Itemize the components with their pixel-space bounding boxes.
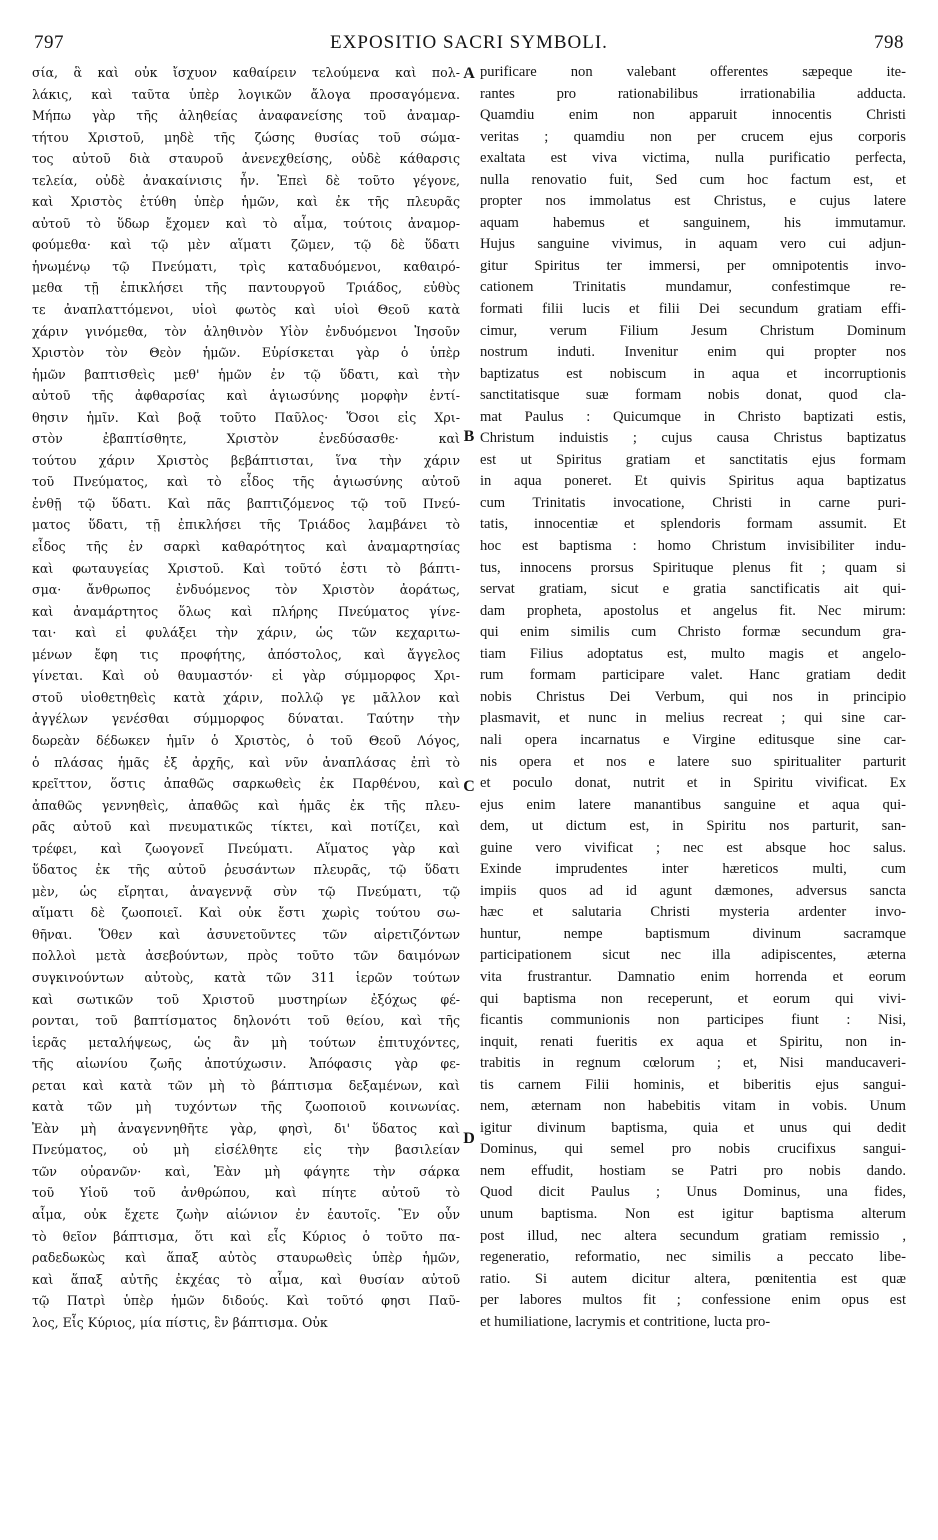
latin-text-line: hæc et salutaria Christi mysteria ardenter invo-	[480, 904, 906, 921]
latin-text-line: mat Paulus : Quicumque in Christo baptizati estis,	[480, 408, 906, 425]
latin-text-line: tiam Filius adoptatus est, multo magis et angelo-	[480, 645, 906, 662]
latin-text-line: nem effudit, hostiam se Patri pro nobis dando.	[480, 1162, 906, 1179]
latin-text-line: Hujus sanguine vivimus, in aquam vero cui adjun-	[480, 236, 906, 253]
latin-text-line: ejus enim latere manantibus sanguine et aqua qui-	[480, 796, 906, 813]
latin-text-line: propter nos immolatus est Christus, e cujus latere	[480, 193, 906, 210]
latin-text-line: regeneratio, reformatio, nec similis a peccato libe-	[480, 1249, 906, 1266]
latin-text-line: rantes pro rationabilibus irrationabilia adducta.	[480, 85, 906, 102]
latin-text-line: est ut Spiritus gratiam et sanctitatis ejus formam	[480, 451, 906, 468]
latin-text-line: nobis Christus Dei Verbum, qui nos in principio	[480, 688, 906, 705]
greek-text-line: τὸ θεῖον βάπτισμα, ὅτι καὶ εἷς Κύριος ὁ τοῦτο πα-	[32, 1228, 460, 1244]
latin-text-line: impiis quos ad id agunt dæmones, adversus sancta	[480, 882, 906, 899]
latin-text-line: ratio. Si autem dicitur altera, pœnitentia est quæ	[480, 1270, 906, 1287]
greek-text-line: τῷ Πατρὶ ὑπὲρ ἡμῶν διδούς. Καὶ τοῦτό φησι Παῦ-	[32, 1293, 460, 1309]
margin-marker-b: B	[463, 428, 475, 445]
latin-text-line: exaltata est viva victima, nulla purificatio perfecta,	[480, 150, 906, 167]
latin-text-line: post illud, nec altera secundum gratiam remissio ,	[480, 1227, 906, 1244]
greek-text-line: ρονται, τοῦ βαπτίσματος δηλονότι τοῦ θείου, καὶ τῆς	[32, 1013, 460, 1029]
greek-text-line: αἷμα, οὐκ ἔχετε ζωὴν αἰώνιον ἐν ἑαυτοῖς. Ἓν οὖν	[32, 1206, 460, 1222]
latin-text-line: Exinde imprudentes inter hæreticos multi, cum	[480, 861, 906, 878]
latin-text-line: igitur divinum baptisma, quia et unus qui dedit	[480, 1119, 906, 1136]
latin-text-column	[480, 62, 906, 1333]
greek-text-line: τούτου χάριν Χριστὸς βεβάπτισται, ἵνα τὴν χάριν	[32, 452, 460, 468]
greek-text-line: συγκινούντων αὐτοὺς, κατὰ τῶν 311 ἱερῶν τούτων	[32, 969, 460, 985]
latin-text-line: qui baptisma non receperunt, et eorum qui vivi-	[480, 990, 906, 1007]
latin-text-line: et humiliatione, lacrymis et contritione, lucta pro-	[480, 1313, 771, 1330]
greek-text-line: τε ἀναπλαττόμενοι, υἱοὶ φωτὸς καὶ υἱοὶ Θεοῦ κατὰ	[32, 302, 460, 318]
latin-text-line: tis carnem Filii hominis, et biberitis ejus sangui-	[480, 1076, 906, 1093]
latin-text-line: Quod dicit Paulus ; Unus Dominus, una fides,	[480, 1184, 906, 1201]
latin-text-line: nulla renovatio fuit, Sed cum hoc factum est, et	[480, 171, 906, 188]
latin-text-line: ficantis communionis non participes fiunt : Nisi,	[480, 1012, 906, 1029]
greek-text-line: μένων ἔφη τις προφήτης, ἀπόστολος, καὶ ἄγγελος	[32, 646, 460, 662]
greek-text-line: δωρεὰν δέδωκεν ἡμῖν ὁ Χριστὸς, ὁ τοῦ Θεοῦ Λόγος,	[32, 732, 460, 748]
latin-text-line: servat gratiam, sicut e gratia sanctificatis ait qui-	[480, 581, 906, 598]
greek-text-line: ἀπαθῶς γεννηθεὶς, ἀπαθῶς καὶ ἡμᾶς ἐκ τῆς πλευ-	[32, 797, 460, 813]
greek-text-line: σία, ἃ καὶ οὐκ ἴσχυον καθαίρειν τελούμενα καὶ πολ-	[32, 65, 460, 80]
greek-text-line: Ἐὰν μὴ ἀναγεννηθῆτε γὰρ, φησὶ, δι' ὕδατος καὶ	[32, 1120, 460, 1136]
greek-text-line: Μήπω γὰρ τῆς ἀληθείας ἀναφανείσης τοῦ ἀναμαρ-	[32, 108, 460, 124]
page-number-left: 797	[34, 32, 64, 53]
latin-text-line: dam propheta, apostolus et angelus fit. Nec mirum:	[480, 602, 906, 619]
latin-text-line: Christum induistis ; cujus causa Christus baptizatus	[480, 430, 906, 447]
greek-text-line: ρᾶς αὐτοῦ καὶ πνευματικῶς τίκτει, καὶ ποτίζει, καὶ	[32, 819, 460, 835]
latin-text-line: nem, æternam non habebitis vitam in vobis. Unum	[480, 1098, 906, 1115]
latin-text-line: aquam habemus et sanguinem, his immutamur.	[480, 214, 906, 231]
running-header	[34, 32, 904, 60]
margin-marker-d: D	[463, 1130, 475, 1147]
greek-text-line: τήτου Χριστοῦ, μηδὲ τῆς ζώσης θυσίας τοῦ σώμα-	[32, 129, 460, 145]
greek-text-line: μὲν, ὡς εἴρηται, ἀναγεννᾷ σὺν τῷ Πνεύματι, τῷ	[32, 883, 460, 899]
greek-text-line: ἐνθῇ τῷ ὕδατι. Καὶ πᾶς βαπτιζόμενος τῷ τοῦ Πνεύ-	[32, 495, 460, 511]
greek-text-line: στὸν ἐβαπτίσθητε, Χριστὸν ἐνεδύσασθε· καὶ	[32, 431, 460, 447]
greek-text-line: καὶ ἀναμάρτητος ὅλως καὶ πλήρης Πνεύματος γίνε-	[32, 603, 460, 619]
latin-text-line: baptizatus est nobiscum in aqua et incorruptionis	[480, 365, 906, 382]
greek-text-line: ἡμῶν βαπτισθεὶς μεθ' ἡμῶν ἐν τῷ ὕδατι, καὶ τὴν	[32, 366, 460, 382]
greek-text-line: αἵματι δὲ ζωοποιεῖ. Καὶ οὐκ ἔστι χωρὶς τούτου σω-	[32, 905, 460, 921]
greek-text-line: ἀγγέλων γενέσθαι σύμμορφος δύναται. Ταύτην τὴν	[32, 711, 460, 727]
greek-text-line: Χριστὸν τὸν Θεὸν ἡμῶν. Εὑρίσκεται γὰρ ὁ ὑπὲρ	[32, 345, 460, 361]
latin-text-line: cimur, verum Filium Jesum Christum Dominum	[480, 322, 906, 339]
greek-text-line: καὶ Χριστὸς ἐτύθη ὑπὲρ ἡμῶν, καὶ ἐκ τῆς πλευρᾶς	[32, 194, 460, 210]
greek-text-line: τοῦ Πνεύματος, καὶ τὸ εἶδος τῆς ἁγιωσύνης αὐτοῦ	[32, 474, 460, 490]
latin-text-line: vita frustrantur. Damnatio enim horrenda et eorum	[480, 968, 906, 985]
latin-text-line: per labores multos fit ; confessione enim opus est	[480, 1292, 906, 1309]
greek-text-line: κρεῖττον, ὅστις ἀπαθῶς σαρκωθεὶς ἐκ Παρθένου, καὶ	[32, 776, 460, 792]
greek-text-line: εἶδος τῆς ἐν σαρκὶ καθαρότητος καὶ ἀναμαρτησίας	[32, 539, 460, 555]
latin-text-line: veritas ; quamdiu non per crucem ejus corporis	[480, 128, 906, 145]
greek-text-line: αὐτοῦ τὸ ὕδωρ ἔχομεν καὶ τὸ αἷμα, τούτοις ἀναμορ-	[32, 215, 460, 231]
latin-text-line: tus, innocens prorsus Spirituque plenus fit ; quam si	[480, 559, 906, 576]
greek-text-line: στοῦ υἱοθετηθεὶς κατὰ χάριν, πολλῷ γε μᾶλλον καὶ	[32, 689, 460, 705]
latin-text-line: huntur, nempe baptismum divinum sacramque	[480, 925, 906, 942]
greek-text-line: καὶ σωτικῶν τοῦ Χριστοῦ μυστηρίων ἐξόχως φέ-	[32, 991, 460, 1007]
latin-text-line: Quamdiu enim non apparuit innocentis Christi	[480, 107, 906, 124]
greek-text-line: λος, Εἷς Κύριος, μία πίστις, ἓν βάπτισμα. Οὐκ	[32, 1314, 328, 1330]
greek-text-line: μεθα τῇ ἐπικλήσει τῆς παντουργοῦ Τριάδος, εὐθὺς	[32, 280, 460, 296]
greek-text-line: λάκις, καὶ ταῦτα ὑπὲρ λογικῶν ἄλογα προσαγόμενα.	[32, 86, 460, 102]
latin-text-line: tatis, innocentiæ et splendoris formam assumit. Et	[480, 516, 906, 533]
greek-text-line: ρεται καὶ κατὰ τῶν μὴ τὸ βάπτισμα δεξαμένων, καὶ	[32, 1077, 460, 1093]
greek-text-line: θῆναι. Ὅθεν καὶ ἀσυνετοῦντες τῶν αἱρετιζόντων	[32, 926, 460, 942]
margin-marker-a: A	[463, 65, 475, 82]
greek-text-line: ται· καὶ εἰ φυλάξει τὴν χάριν, ὡς τῶν κεχαριτω-	[32, 625, 460, 641]
greek-text-line: θησιν ἡμῖν. Καὶ βοᾷ τοῦτο Παῦλος· Ὅσοι εἰς Χρι-	[32, 409, 460, 425]
latin-text-line: sanctitatisque suæ formam nobis donat, quod cla-	[480, 387, 906, 404]
margin-marker-c: C	[463, 778, 475, 795]
greek-text-line: Πνεύματος, οὐ μὴ εἰσέλθητε εἰς τὴν βασιλείαν	[32, 1142, 460, 1158]
latin-text-line: qui enim similis cum Christo formæ secundum gra-	[480, 624, 906, 641]
greek-text-line: τος αὐτοῦ διὰ σταυροῦ ἀνενεχθείσης, οὐδὲ κάθαρσις	[32, 151, 460, 167]
greek-text-line: αὐτοῦ τῆς ἀφθαρσίας καὶ ἁγιωσύνης μορφὴν ἐντί-	[32, 388, 460, 404]
latin-text-line: gitur Spiritus ter immersi, per omnipotentis invo-	[480, 257, 906, 274]
greek-text-line: τελεία, οὐδὲ ἀνακαίνισις ἦν. Ἐπεὶ δὲ τοῦτο γέγονε,	[32, 172, 460, 188]
greek-text-line: γίνεται. Καὶ οὐ θαυμαστόν· εἰ γὰρ σύμμορφος Χρι-	[32, 668, 460, 684]
greek-text-line: ἡνωμένῳ τῷ Πνεύματι, τρὶς καταδυόμενοι, καθαιρό-	[32, 258, 460, 274]
latin-text-line: in aqua poneret. Et quivis Spiritus aqua baptizatus	[480, 473, 906, 490]
latin-text-line: guine vero vivificat ; nec est absque hoc salus.	[480, 839, 906, 856]
latin-text-line: trabitis in regnum cœlorum ; et, Nisi manducaveri-	[480, 1055, 906, 1072]
latin-text-line: plasmavit, et nunc in melius recreat ; qui sine car-	[480, 710, 906, 727]
greek-text-line: ραδεδωκὼς καὶ ἅπαξ αὐτὸς σταυρωθεὶς ὑπὲρ ἡμῶν,	[32, 1250, 460, 1266]
latin-text-line: cationem Trinitatis mundamur, confestimque re-	[480, 279, 906, 296]
latin-text-line: Dominus, qui semel pro nobis crucifixus sangui-	[480, 1141, 906, 1158]
greek-text-line: καὶ ἅπαξ αὐτῆς ἐκχέας τὸ αἷμα, καὶ θυσίαν αὐτοῦ	[32, 1271, 460, 1287]
greek-text-line: κατὰ τῶν μὴ τυχόντων τῆς ζωοποιοῦ κοινωνίας.	[32, 1099, 460, 1115]
greek-text-line: χάριν γινόμεθα, τὸν ἀληθινὸν Υἱὸν ἐνδυόμενοι Ἰησοῦν	[32, 323, 460, 339]
latin-text-line: nali opera incarnatus e Virgine editusque sine car-	[480, 731, 906, 748]
latin-text-line: et poculo donat, nutrit et in Spiritu vivificat. Ex	[480, 775, 906, 792]
latin-text-line: unum baptisma. Non est igitur baptisma alterum	[480, 1205, 906, 1222]
greek-text-line: φούμεθα· καὶ τῷ μὲν αἵματι ζῶμεν, τῷ δὲ ὕδατι	[32, 237, 460, 253]
greek-text-line: τοῦ Υἱοῦ τοῦ ἀνθρώπου, καὶ πίητε αὐτοῦ τὸ	[32, 1185, 460, 1201]
latin-text-line: rum formam participare valet. Hanc gratiam dedit	[480, 667, 906, 684]
latin-text-line: nostrum induti. Invenitur enim qui propter nos	[480, 344, 906, 361]
greek-text-line: ἱερᾶς μεταλήψεως, ὡς ἂν μὴ τούτων ἐπιτυχόντες,	[32, 1034, 460, 1050]
page-title: EXPOSITIO SACRI SYMBOLI.	[330, 32, 608, 53]
greek-text-line: ὕδατος ἐκ τῆς αὐτοῦ ῥευσάντων πλευρᾶς, τῷ ὕδατι	[32, 862, 460, 878]
latin-text-line: nis opera et nos e latere suo spiritualiter parturit	[480, 753, 906, 770]
greek-text-line: σμα· ἄνθρωπος ἐνδυόμενος τὸν Χριστὸν ἀοράτως,	[32, 582, 460, 598]
latin-text-line: purificare non valebant offerentes sæpeque ite-	[480, 64, 906, 80]
greek-text-line: τῶν οὐρανῶν· καὶ, Ἐὰν μὴ φάγητε τὴν σάρκα	[32, 1163, 460, 1179]
latin-text-line: dem, ut dictum est, in Spiritu nos parturit, san-	[480, 818, 906, 835]
greek-text-line: ματος ὕδατι, τῇ ἐπικλήσει τῆς Τριάδος λαμβάνει τὸ	[32, 517, 460, 533]
latin-text-line: hoc est baptisma : homo Christum invisibiliter indu-	[480, 538, 906, 555]
greek-text-line: τῆς αἰωνίου ζωῆς ἀποτύχωσιν. Ἀπόφασις γὰρ φε-	[32, 1056, 460, 1072]
latin-text-line: inquit, renati fueritis ex aqua et Spiritu, non in-	[480, 1033, 906, 1050]
greek-text-line: τρέφει, καὶ ζωογονεῖ Πνεύματι. Αἵματος γὰρ καὶ	[32, 840, 460, 856]
greek-text-line: καὶ φωταυγείας Χριστοῦ. Καὶ τοῦτό ἐστι τὸ βάπτι-	[32, 560, 460, 576]
page-number-right: 798	[874, 32, 904, 53]
greek-text-line: ὁ πλάσας ἡμᾶς ἐξ ἀρχῆς, καὶ νῦν ἀναπλάσας ἐπὶ τὸ	[32, 754, 460, 770]
greek-text-line: πολλοὶ μετὰ ἀσεβούντων, πρὸς τοῦτο τῶν δαιμόνων	[32, 948, 460, 964]
latin-text-line: participationem sicut nec illa adipiscentes, æterna	[480, 947, 906, 964]
latin-text-line: cum Trinitatis invocatione, Christi in carne puri-	[480, 494, 906, 511]
greek-text-column	[32, 62, 460, 1333]
latin-text-line: formati filii lucis et filii Dei secundum gratiam effi-	[480, 301, 906, 318]
